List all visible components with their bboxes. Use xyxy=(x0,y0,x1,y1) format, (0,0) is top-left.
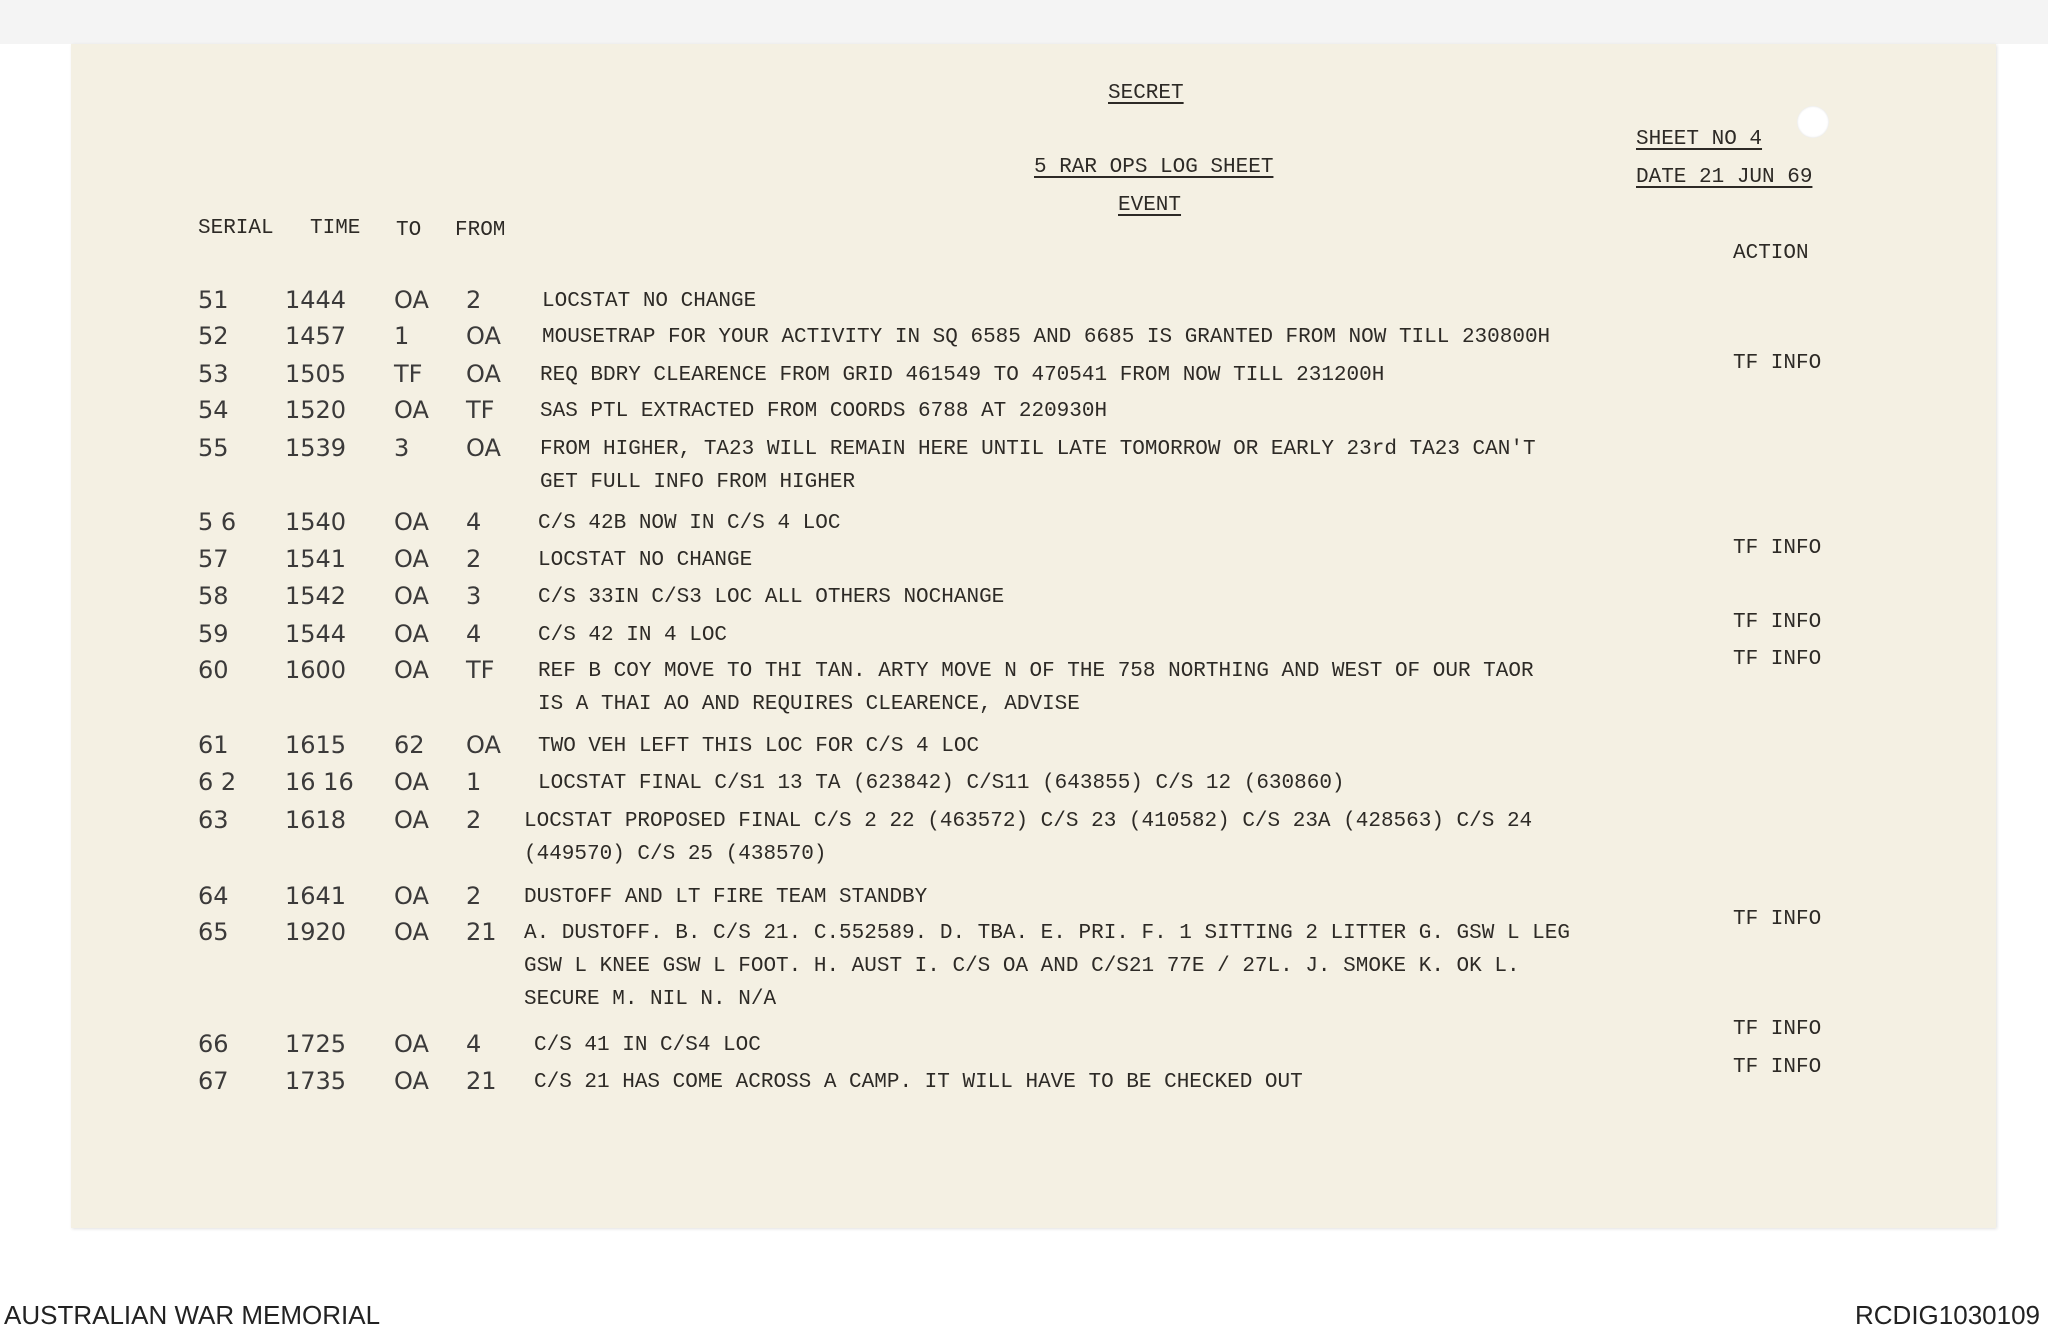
row-event-text: IS A THAI AO AND REQUIRES CLEARENCE, ADVISE xyxy=(538,693,1080,716)
row-action: TF INFO xyxy=(1733,537,1822,560)
row-event-text: C/S 21 HAS COME ACROSS A CAMP. IT WILL HAVE TO BE CHECKED OUT xyxy=(534,1071,1303,1094)
row-time: 1544 xyxy=(285,620,347,648)
row-serial: 5 6 xyxy=(198,508,237,536)
sheet-date: DATE 21 JUN 69 xyxy=(1636,166,1813,189)
row-event-text: LOCSTAT NO CHANGE xyxy=(542,290,757,313)
row-time: 16 16 xyxy=(285,768,354,796)
row-time: 1600 xyxy=(285,656,347,684)
row-to: OA xyxy=(394,882,429,910)
row-serial: 66 xyxy=(198,1030,229,1058)
row-event-text: LOCSTAT NO CHANGE xyxy=(538,549,753,572)
row-event-text: LOCSTAT PROPOSED FINAL C/S 2 22 (463572) C/S 23 (410582) C/S 23A (428563) C/S 24 xyxy=(524,810,1533,833)
row-event-text: GSW L KNEE GSW L FOOT. H. AUST I. C/S OA AND C/S21 77E / 27L. J. SMOKE K. OK L. xyxy=(524,955,1520,978)
row-to: OA xyxy=(394,918,429,946)
row-from: 2 xyxy=(466,882,482,910)
row-serial: 63 xyxy=(198,806,229,834)
row-action: TF INFO xyxy=(1733,352,1822,375)
row-from: 4 xyxy=(466,508,482,536)
row-time: 1618 xyxy=(285,806,347,834)
row-time: 1540 xyxy=(285,508,347,536)
row-to: 62 xyxy=(394,731,425,759)
row-serial: 57 xyxy=(198,545,229,573)
row-event-text: (449570) C/S 25 (438570) xyxy=(524,843,827,866)
row-serial: 61 xyxy=(198,731,229,759)
row-to: 3 xyxy=(394,434,410,462)
row-to: OA xyxy=(394,286,429,314)
row-from: 2 xyxy=(466,545,482,573)
row-from: OA xyxy=(466,434,501,462)
punch-hole xyxy=(1797,106,1829,138)
row-serial: 59 xyxy=(198,620,229,648)
row-action: TF INFO xyxy=(1733,1056,1822,1079)
footer-archive-name: AUSTRALIAN WAR MEMORIAL xyxy=(4,1300,381,1330)
row-to: OA xyxy=(394,768,429,796)
row-event-text: C/S 42B NOW IN C/S 4 LOC xyxy=(538,512,841,535)
scan-background xyxy=(0,0,2048,44)
row-action: TF INFO xyxy=(1733,1018,1822,1041)
row-serial: 58 xyxy=(198,582,229,610)
row-from: OA xyxy=(466,360,501,388)
row-to: OA xyxy=(394,508,429,536)
row-event-text: FROM HIGHER, TA23 WILL REMAIN HERE UNTIL LATE TOMORROW OR EARLY 23rd TA23 CAN'T xyxy=(540,438,1536,461)
row-from: 1 xyxy=(466,768,482,796)
row-from: TF xyxy=(466,656,495,684)
row-to: OA xyxy=(394,582,429,610)
row-from: 2 xyxy=(466,806,482,834)
row-time: 1725 xyxy=(285,1030,347,1058)
row-time: 1505 xyxy=(285,360,347,388)
row-serial: 60 xyxy=(198,656,229,684)
row-event-text: MOUSETRAP FOR YOUR ACTIVITY IN SQ 6585 AND 6685 IS GRANTED FROM NOW TILL 230800H xyxy=(542,326,1551,349)
row-time: 1641 xyxy=(285,882,347,910)
row-to: OA xyxy=(394,620,429,648)
row-event-text: C/S 42 IN 4 LOC xyxy=(538,624,728,647)
row-event-text: GET FULL INFO FROM HIGHER xyxy=(540,471,856,494)
row-from: OA xyxy=(466,322,501,350)
row-event-text: A. DUSTOFF. B. C/S 21. C.552589. D. TBA. E. PRI. F. 1 SITTING 2 LITTER G. GSW L LEG xyxy=(524,922,1570,945)
row-time: 1920 xyxy=(285,918,347,946)
row-time: 1457 xyxy=(285,322,347,350)
row-event-text: REQ BDRY CLEARENCE FROM GRID 461549 TO 470541 FROM NOW TILL 231200H xyxy=(540,364,1385,387)
row-to: OA xyxy=(394,396,429,424)
row-to: OA xyxy=(394,806,429,834)
sheet-title: 5 RAR OPS LOG SHEET xyxy=(1034,156,1274,179)
row-event-text: SAS PTL EXTRACTED FROM COORDS 6788 AT 220930H xyxy=(540,400,1108,423)
row-serial: 55 xyxy=(198,434,229,462)
row-event-text: REF B COY MOVE TO THI TAN. ARTY MOVE N OF THE 758 NORTHING AND WEST OF OUR TAOR xyxy=(538,660,1534,683)
row-time: 1444 xyxy=(285,286,347,314)
column-header-time: TIME xyxy=(310,217,361,240)
row-serial: 6 2 xyxy=(198,768,237,796)
column-header-to: TO xyxy=(396,219,422,242)
row-event-text: C/S 33IN C/S3 LOC ALL OTHERS NOCHANGE xyxy=(538,586,1005,609)
row-time: 1520 xyxy=(285,396,347,424)
row-to: OA xyxy=(394,1030,429,1058)
row-to: TF xyxy=(394,360,423,388)
row-serial: 53 xyxy=(198,360,229,388)
row-serial: 54 xyxy=(198,396,229,424)
row-serial: 51 xyxy=(198,286,229,314)
row-action: TF INFO xyxy=(1733,611,1822,634)
row-event-text: C/S 41 IN C/S4 LOC xyxy=(534,1034,761,1057)
row-to: 1 xyxy=(394,322,410,350)
row-from: 21 xyxy=(466,918,497,946)
row-to: OA xyxy=(394,545,429,573)
row-time: 1615 xyxy=(285,731,347,759)
column-header-action: ACTION xyxy=(1733,242,1809,265)
row-serial: 65 xyxy=(198,918,229,946)
row-from: OA xyxy=(466,731,501,759)
row-to: OA xyxy=(394,656,429,684)
row-from: 4 xyxy=(466,1030,482,1058)
column-header-from: FROM xyxy=(455,219,506,242)
row-time: 1539 xyxy=(285,434,347,462)
classification-heading: SECRET xyxy=(1108,82,1184,105)
row-from: 2 xyxy=(466,286,482,314)
row-serial: 64 xyxy=(198,882,229,910)
row-event-text: SECURE M. NIL N. N/A xyxy=(524,988,777,1011)
footer-record-id: RCDIG1030109 xyxy=(1855,1300,2040,1330)
row-action: TF INFO xyxy=(1733,908,1822,931)
row-to: OA xyxy=(394,1067,429,1095)
row-event-text: DUSTOFF AND LT FIRE TEAM STANDBY xyxy=(524,886,928,909)
row-event-text: LOCSTAT FINAL C/S1 13 TA (623842) C/S11 (643855) C/S 12 (630860) xyxy=(538,772,1345,795)
row-serial: 52 xyxy=(198,322,229,350)
row-from: 3 xyxy=(466,582,482,610)
row-serial: 67 xyxy=(198,1067,229,1095)
row-time: 1542 xyxy=(285,582,347,610)
row-time: 1735 xyxy=(285,1067,347,1095)
row-action: TF INFO xyxy=(1733,648,1822,671)
row-event-text: TWO VEH LEFT THIS LOC FOR C/S 4 LOC xyxy=(538,735,980,758)
row-from: 21 xyxy=(466,1067,497,1095)
row-from: TF xyxy=(466,396,495,424)
column-header-serial: SERIAL xyxy=(198,217,274,240)
sheet-number: SHEET NO 4 xyxy=(1636,128,1763,151)
row-from: 4 xyxy=(466,620,482,648)
row-time: 1541 xyxy=(285,545,347,573)
event-heading: EVENT xyxy=(1118,194,1182,217)
